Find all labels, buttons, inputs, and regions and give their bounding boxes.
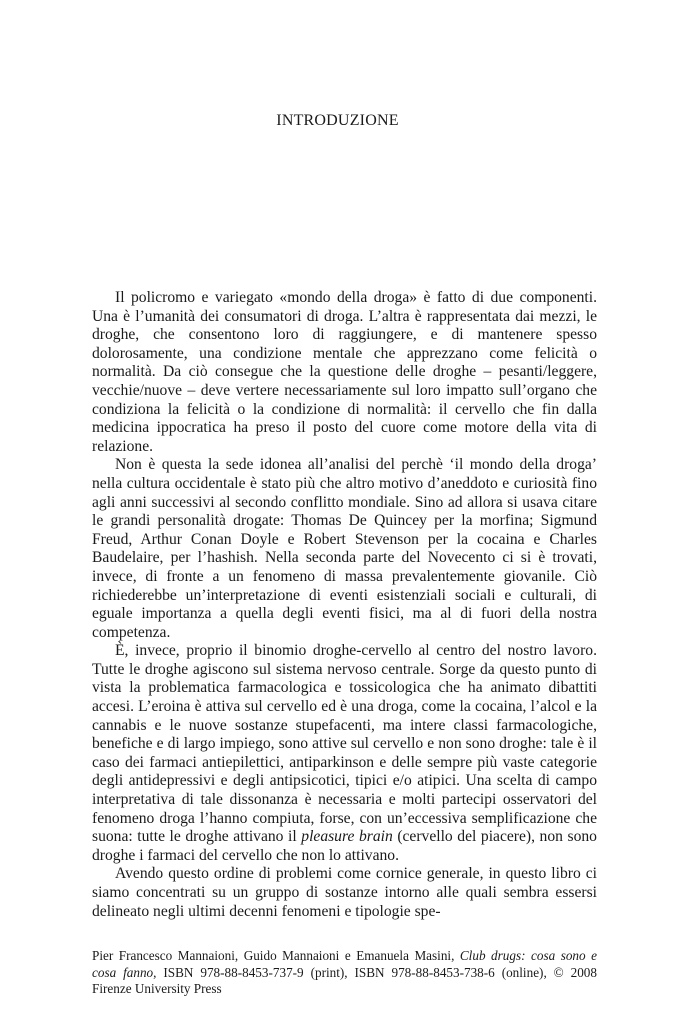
paragraph-3-text-b: (cervello del piacere), non sono droghe i farmaci del cervello che non lo attivano. [92,828,597,864]
footer-isbn: , ISBN 978-88-8453-737-9 (print), ISBN 978-88-8453-738-6 (online), © 2008 Firenze University Press [92,964,597,996]
footer-authors: Pier Francesco Mannaioni, Guido Mannaioni e Emanuela Masini, [92,948,460,963]
paragraph-3-text-a: È, invece, proprio il binomio droghe-cervello al centro del nostro lavoro. Tutte le droghe agiscono sul sistema nervoso centrale. Sorge da questo punto di vista la problematica farmacologica e tossicologica che ha animato dibattiti accesi. L’eroina è attiva sul cervello ed è una droga, come la cocaina, l’alcol e la cannabis e le nuove sostanze stupefacenti, ma intere classi farmacologiche, benefiche e di largo impiego, sono attive sul cervello e non sono droghe: tale è il caso dei farmaci antiepilettici, antiparkinson e delle sempre più vaste categorie degli antidepressivi e degli antipsicotici, tipici e/o atipici. Una scelta di campo interpretativa di tale dissonanza è necessaria e molti partecipi osservatori del fenomeno droga l’hanno compiuta, forse, con un’eccessiva semplificazione che suona: tutte le droghe attivano il [92,642,597,846]
citation-footer [92,948,597,998]
body-text [92,289,597,921]
paragraph-4: Avendo questo ordine di problemi come cornice generale, in questo libro ci siamo concentrati su un gruppo di sostanze intorno alle quali sembra essersi delineato negli ultimi decenni fenomeni e tipologie spe- [92,865,597,920]
paragraph-1: Il policromo e variegato «mondo della droga» è fatto di due componenti. Una è l’umanità dei consumatori di droga. L’altra è rappresentata dai mezzi, le droghe, che consentono loro di raggiungere, e di mantenere spesso dolorosamente, una condizione mentale che apprezzano come felicità o normalità. Da ciò consegue che la questione delle droghe – pesanti/leggere, vecchie/nuove – deve vertere necessariamente sul loro impatto sull’organo che condiziona la felicità o la condizione di normalità: il cervello che fin dalla medicina ippocratica ha preso il posto del cuore come motore della vita di relazione. [92,289,597,455]
paragraph-2: Non è questa la sede idonea all’analisi del perchè ‘il mondo della droga’ nella cultura occidentale è stato più che altro motivo d’aneddoto e curiosità fino agli anni successivi al secondo conflitto mondiale. Sino ad allora si usava citare le grandi personalità drogate: Thomas De Quincey per la morfina; Sigmund Freud, Arthur Conan Doyle e Robert Stevenson per la cocaina e Charles Baudelaire, per l’hashish. Nella seconda parte del Novecento ci si è trovati, invece, di fronte a un fenomeno di massa prevalentemente giovanile. Ciò richiederebbe un’interpretazione di eventi esistenziali sociali e culturali, di eguale importanza a quella degli eventi fisici, ma al di fuori della nostra competenza. [92,456,597,641]
paragraph-3 [92,642,597,865]
footer-book-title: Club drugs: cosa sono e cosa fanno [92,948,597,980]
paragraph-3-italic: pleasure brain [301,828,393,846]
chapter-title: INTRODUZIONE [276,112,399,129]
